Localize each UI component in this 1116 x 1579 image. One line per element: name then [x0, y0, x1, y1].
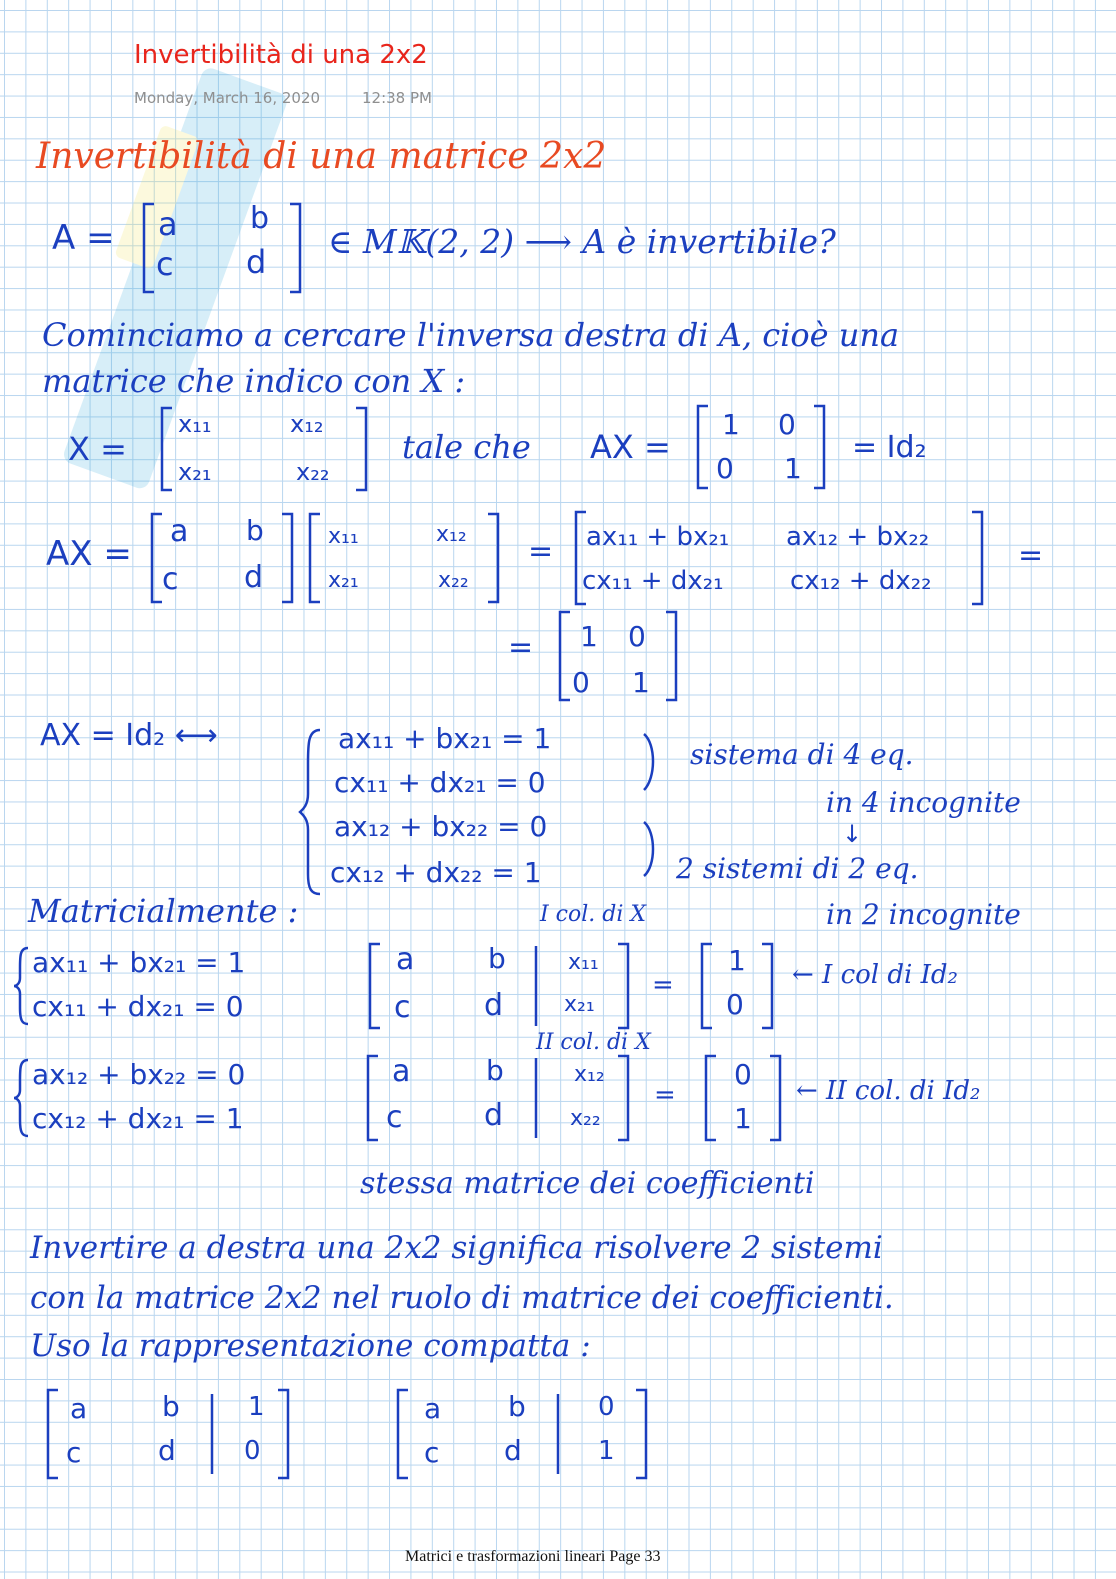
matricialmente-label: Matricialmente : — [28, 892, 299, 930]
product-X-x21: x₂₁ — [328, 568, 359, 593]
system-note-4: in 2 incognite — [826, 898, 1021, 931]
col2-identity-1: 1 — [734, 1102, 752, 1135]
augmented1-d: d — [484, 988, 504, 1023]
augmented2-b: b — [486, 1054, 504, 1087]
matrix-X-x11: x₁₁ — [178, 410, 212, 438]
identity-brackets — [694, 402, 830, 492]
page-title: Invertibilità di una 2x2 — [134, 40, 428, 70]
result-identity-21: 0 — [572, 666, 590, 699]
AX-product-label: AX = — [46, 534, 132, 574]
product-r12: ax₁₂ + bx₂₂ — [786, 522, 930, 552]
augmented1-c: c — [394, 990, 411, 1025]
product-r21: cx₁₁ + dx₂₁ — [582, 566, 724, 596]
col1-note: ← I col di Id₂ — [792, 960, 958, 990]
matrix-A-c: c — [156, 245, 174, 283]
product-X-x11: x₁₁ — [328, 524, 359, 549]
result-identity-22: 1 — [632, 666, 650, 699]
system-note-2: in 4 incognite — [826, 786, 1021, 819]
paragraph-2-line-2: con la matrice 2x2 nel ruolo di matrice dei coefficienti. — [30, 1280, 894, 1316]
col2-note: ← II col. di Id₂ — [796, 1076, 981, 1106]
system-eq-1: ax₁₁ + bx₂₁ = 1 — [338, 722, 552, 755]
compact1-c: c — [66, 1436, 82, 1469]
system2-eq-2: cx₁₂ + dx₂₁ = 1 — [32, 1102, 244, 1135]
system1-eq-1: ax₁₁ + bx₂₁ = 1 — [32, 946, 246, 979]
matrix-X-x22: x₂₂ — [296, 458, 330, 486]
matrix-A-b: b — [250, 201, 270, 236]
product-equals: = — [528, 534, 554, 569]
membership-question: ∈ M𝕂(2, 2) ⟶ A è invertibile? — [328, 222, 836, 261]
compact1-d: d — [158, 1434, 176, 1467]
paragraph-1-line-2: matrice che indico con X : — [42, 362, 466, 400]
product-trailing-equals: = — [1018, 538, 1044, 573]
augmented2-equals: = — [654, 1080, 676, 1110]
notes-heading: Invertibilità di una matrice 2x2 — [36, 136, 607, 177]
matrix-A-label: A = — [52, 218, 115, 258]
augmented1-x21: x₂₁ — [564, 992, 595, 1017]
compact2-d: d — [504, 1434, 522, 1467]
matrix-A-d: d — [246, 243, 267, 281]
product-A-b: b — [246, 514, 264, 547]
augmented1-equals: = — [652, 970, 674, 1000]
identity-21: 0 — [716, 452, 734, 485]
matrix-X-label: X = — [68, 430, 127, 468]
page-time: 12:38 PM — [362, 89, 432, 107]
page-footer: Matrici e trasformazioni lineari Page 33 — [405, 1548, 661, 1565]
augmented2-a: a — [392, 1054, 411, 1089]
col2-label: II col. di X — [536, 1030, 651, 1055]
AX-label: AX = — [590, 428, 671, 466]
compact2-0: 0 — [598, 1392, 615, 1422]
col1-identity-1: 1 — [728, 944, 746, 977]
augmented2-c: c — [386, 1100, 403, 1135]
system1-brace — [12, 944, 32, 1028]
result-identity-11: 1 — [580, 620, 598, 653]
col1-identity-0: 0 — [726, 988, 744, 1021]
product-A-c: c — [162, 562, 179, 597]
result-identity-12: 0 — [628, 620, 646, 653]
product-X-x22: x₂₂ — [438, 568, 469, 593]
identity-12: 0 — [778, 408, 796, 441]
augmented1-a: a — [396, 942, 415, 977]
compact2-1: 1 — [598, 1436, 615, 1466]
identity-11: 1 — [722, 408, 740, 441]
system-down-arrow: ↓ — [842, 820, 863, 848]
compact1-b: b — [162, 1390, 180, 1423]
product-A-a: a — [170, 514, 189, 549]
tale-che-text: tale che — [402, 428, 531, 466]
augmented2-x22: x₂₂ — [570, 1106, 601, 1131]
compact1-a: a — [70, 1392, 88, 1425]
system-lhs: AX = Id₂ ⟷ — [40, 718, 218, 753]
compact2-b: b — [508, 1390, 526, 1423]
system1-eq-2: cx₁₁ + dx₂₁ = 0 — [32, 990, 244, 1023]
product-r22: cx₁₂ + dx₂₂ — [790, 566, 932, 596]
paragraph-1-line-1: Cominciamo a cercare l'inversa destra di A, cioè una — [42, 316, 900, 354]
system-eq-3: ax₁₂ + bx₂₂ = 0 — [334, 810, 548, 843]
augmented2-x12: x₁₂ — [574, 1062, 605, 1087]
system-eq-4: cx₁₂ + dx₂₂ = 1 — [330, 856, 542, 889]
system-note-3: 2 sistemi di 2 eq. — [676, 852, 919, 885]
identity-22: 1 — [784, 452, 802, 485]
augmented1-b: b — [488, 942, 506, 975]
compact1-1: 1 — [248, 1392, 265, 1422]
compact1-0: 0 — [244, 1436, 261, 1466]
product-r11: ax₁₁ + bx₂₁ — [586, 522, 730, 552]
compact2-c: c — [424, 1436, 440, 1469]
matrix-A-a: a — [158, 205, 178, 243]
id2-label: = Id₂ — [852, 430, 927, 465]
col2-identity-0: 0 — [734, 1058, 752, 1091]
product-X-x12: x₁₂ — [436, 522, 467, 547]
product-A-d: d — [244, 560, 264, 595]
augmented2-d: d — [484, 1098, 504, 1133]
paragraph-2-line-3: Uso la rappresentazione compatta : — [30, 1328, 591, 1364]
matrix-X-x12: x₁₂ — [290, 410, 324, 438]
paragraph-2-line-1: Invertire a destra una 2x2 significa risolvere 2 sistemi — [30, 1230, 883, 1266]
matrix-X-x21: x₂₁ — [178, 458, 212, 486]
system-note-1: sistema di 4 eq. — [690, 738, 914, 771]
col1-label: I col. di X — [540, 902, 647, 927]
augmented1-x11: x₁₁ — [568, 950, 599, 975]
system-eq-2: cx₁₁ + dx₂₁ = 0 — [334, 766, 546, 799]
compact2-a: a — [424, 1392, 442, 1425]
system2-brace — [12, 1056, 32, 1140]
system2-eq-1: ax₁₂ + bx₂₂ = 0 — [32, 1058, 246, 1091]
result-equals: = — [508, 630, 534, 665]
stessa-matrice-note: stessa matrice dei coefficienti — [360, 1166, 815, 1201]
page-date: Monday, March 16, 2020 — [134, 89, 321, 107]
